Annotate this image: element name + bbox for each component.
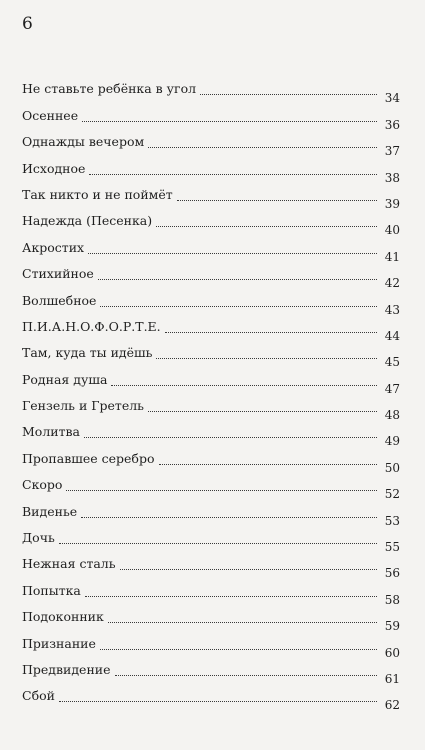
toc-entry-page: 37 xyxy=(384,144,400,159)
toc-entry xyxy=(22,687,400,713)
toc-entry xyxy=(22,581,400,607)
toc-entry xyxy=(22,397,400,423)
toc-dot-leader xyxy=(100,306,376,307)
toc-entry xyxy=(22,555,400,581)
toc-entry xyxy=(22,133,400,159)
toc-dot-leader xyxy=(59,701,377,702)
toc-entry-page: 52 xyxy=(384,487,400,502)
toc-entry xyxy=(22,476,400,502)
toc-entry-page: 42 xyxy=(384,276,400,291)
toc-dot-leader xyxy=(177,200,377,201)
toc-entry xyxy=(22,212,400,238)
toc-dot-leader xyxy=(148,411,377,412)
toc-entry xyxy=(22,159,400,185)
toc-dot-leader xyxy=(59,543,377,544)
toc-dot-leader xyxy=(159,464,377,465)
table-of-contents xyxy=(22,80,400,713)
toc-entry xyxy=(22,370,400,396)
toc-dot-leader xyxy=(165,332,377,333)
toc-entry-page: 41 xyxy=(384,249,400,264)
toc-entry-title: Там, куда ты идёшь xyxy=(22,345,153,361)
toc-entry xyxy=(22,106,400,132)
toc-entry xyxy=(22,344,400,370)
toc-dot-leader xyxy=(156,358,376,359)
toc-entry-page: 56 xyxy=(384,566,400,581)
toc-entry xyxy=(22,449,400,475)
toc-entry-title: Родная душа xyxy=(22,371,108,387)
toc-dot-leader xyxy=(156,226,377,227)
toc-entry-page: 59 xyxy=(384,619,400,634)
toc-entry xyxy=(22,661,400,687)
toc-entry-page: 36 xyxy=(384,117,400,132)
toc-entry-page: 60 xyxy=(384,645,400,660)
toc-entry-page: 40 xyxy=(384,223,400,238)
toc-entry-title: Исходное xyxy=(22,160,86,176)
toc-entry-title: Осеннее xyxy=(22,107,79,123)
toc-entry-title: Не ставьте ребёнка в угол xyxy=(22,81,197,97)
toc-entry xyxy=(22,80,400,106)
toc-dot-leader xyxy=(84,437,377,438)
toc-entry-title: Однажды вечером xyxy=(22,134,145,150)
toc-entry-title: Виденье xyxy=(22,503,78,519)
toc-dot-leader xyxy=(200,94,377,95)
toc-dot-leader xyxy=(81,517,377,518)
toc-dot-leader xyxy=(85,596,377,597)
toc-dot-leader xyxy=(82,121,377,122)
toc-dot-leader xyxy=(111,385,376,386)
toc-entry xyxy=(22,608,400,634)
toc-dot-leader xyxy=(98,279,377,280)
toc-entry-page: 50 xyxy=(384,460,400,475)
toc-entry xyxy=(22,423,400,449)
toc-dot-leader xyxy=(115,675,377,676)
toc-entry xyxy=(22,502,400,528)
toc-entry xyxy=(22,265,400,291)
toc-entry-title: Надежда (Песенка) xyxy=(22,213,153,229)
toc-entry-page: 44 xyxy=(384,328,400,343)
toc-entry-title: Предвидение xyxy=(22,661,111,677)
toc-dot-leader xyxy=(108,622,377,623)
toc-entry-title: Сбой xyxy=(22,688,55,704)
toc-entry-page: 61 xyxy=(384,671,400,686)
toc-entry-page: 47 xyxy=(384,381,400,396)
toc-entry-title: Подоконник xyxy=(22,609,104,625)
page-number: 6 xyxy=(22,14,33,34)
toc-entry-title: Дочь xyxy=(22,530,55,546)
toc-entry-page: 62 xyxy=(384,698,400,713)
toc-entry-title: Стихийное xyxy=(22,266,94,282)
toc-entry-title: Признание xyxy=(22,635,96,651)
toc-entry-title: Попытка xyxy=(22,582,81,598)
toc-entry-page: 58 xyxy=(384,592,400,607)
toc-dot-leader xyxy=(89,174,376,175)
toc-dot-leader xyxy=(148,147,377,148)
toc-entry-page: 45 xyxy=(384,355,400,370)
toc-dot-leader xyxy=(66,490,376,491)
toc-entry-page: 39 xyxy=(384,196,400,211)
toc-entry-title: Пропавшее серебро xyxy=(22,450,155,466)
toc-entry-page: 34 xyxy=(384,91,400,106)
toc-dot-leader xyxy=(120,569,377,570)
toc-entry-title: Так никто и не поймёт xyxy=(22,186,173,202)
toc-dot-leader xyxy=(100,649,377,650)
toc-entry-title: Скоро xyxy=(22,477,63,493)
toc-entry-page: 55 xyxy=(384,540,400,555)
toc-entry-title: Акростих xyxy=(22,239,85,255)
toc-entry-page: 43 xyxy=(384,302,400,317)
toc-entry-title: Волшебное xyxy=(22,292,97,308)
toc-entry-title: Гензель и Гретель xyxy=(22,398,144,414)
toc-entry-title: Нежная сталь xyxy=(22,556,116,572)
toc-entry xyxy=(22,186,400,212)
toc-entry-page: 53 xyxy=(384,513,400,528)
toc-entry xyxy=(22,238,400,264)
toc-entry xyxy=(22,634,400,660)
toc-entry xyxy=(22,318,400,344)
toc-entry-page: 49 xyxy=(384,434,400,449)
toc-entry-page: 48 xyxy=(384,408,400,423)
toc-entry xyxy=(22,291,400,317)
toc-entry-title: Молитва xyxy=(22,424,81,440)
toc-entry-page: 38 xyxy=(384,170,400,185)
toc-dot-leader xyxy=(88,253,377,254)
toc-entry xyxy=(22,529,400,555)
toc-entry-title: П.И.А.Н.О.Ф.О.Р.Т.Е. xyxy=(22,318,161,334)
